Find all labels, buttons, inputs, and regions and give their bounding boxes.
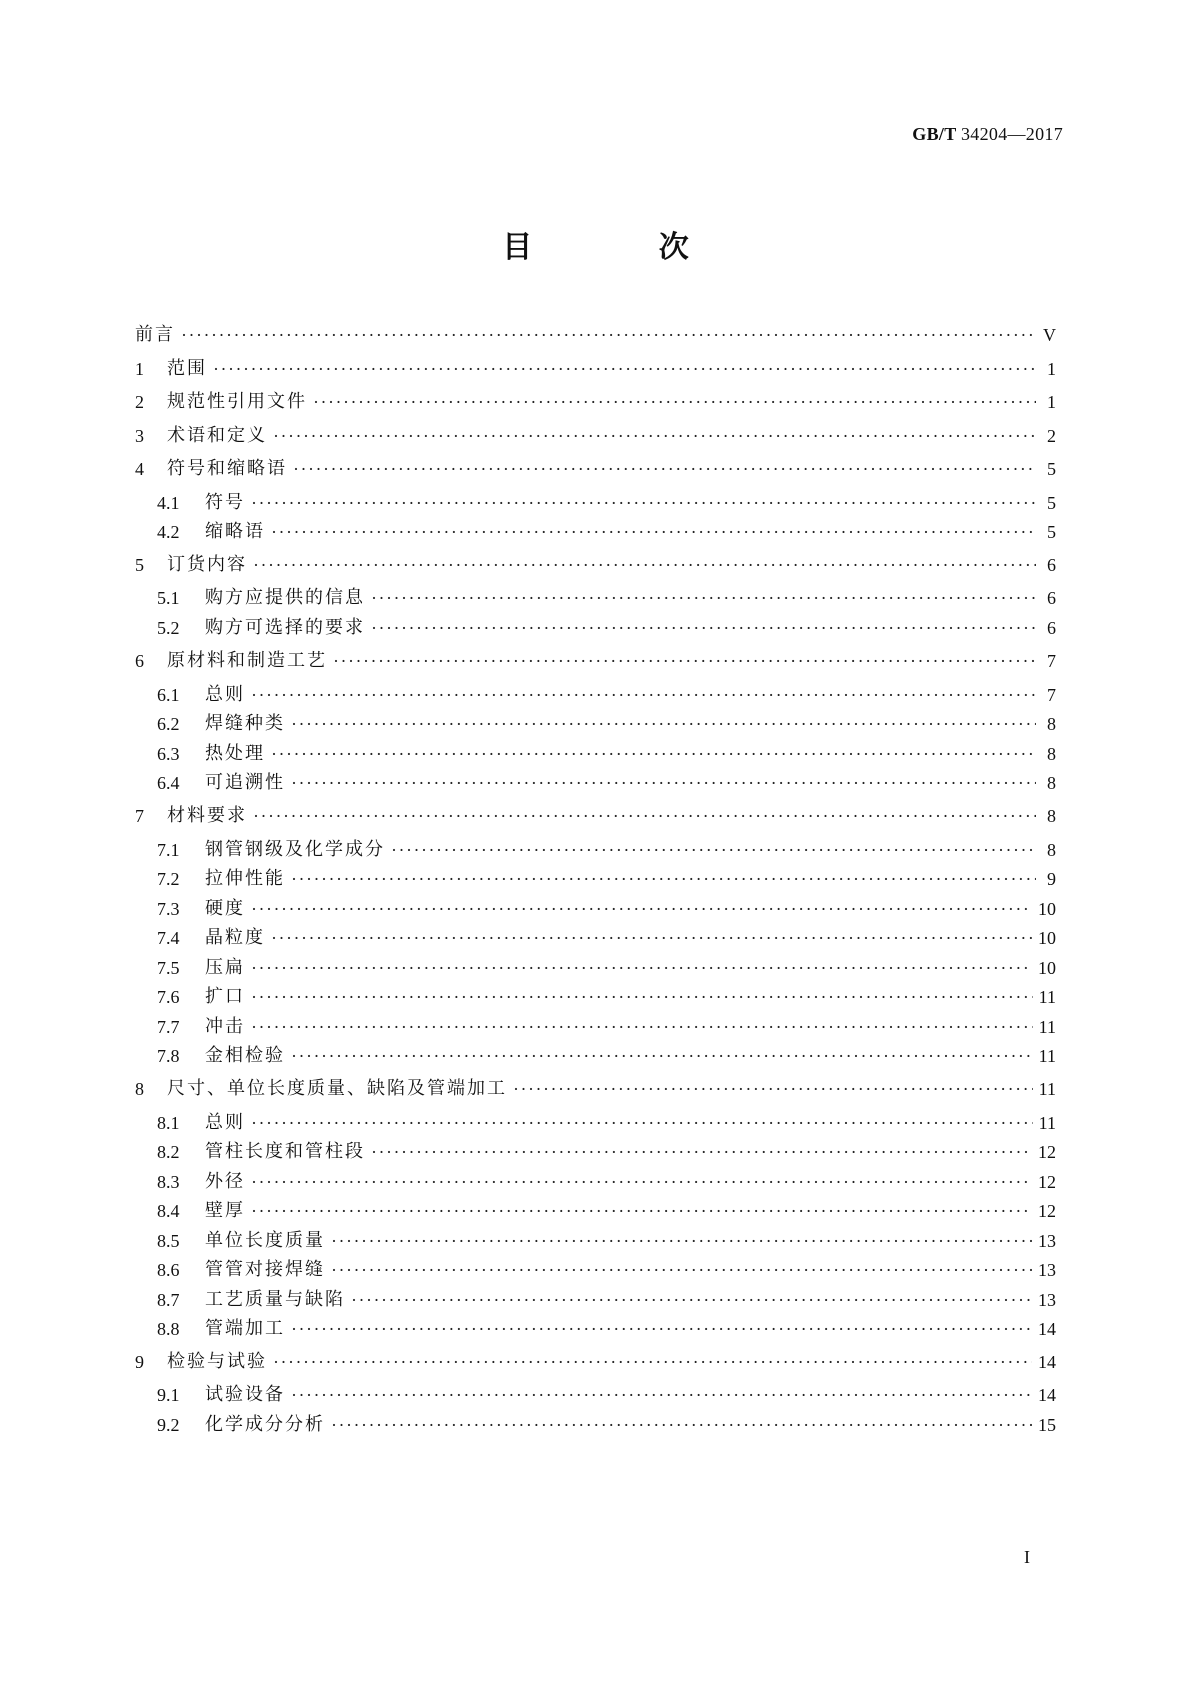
toc-entry-page: 8: [1047, 714, 1056, 734]
toc-entry-number: 7.2: [157, 869, 180, 889]
toc-entry-number: 8.8: [157, 1319, 180, 1339]
toc-entry-page: 1: [1047, 359, 1056, 379]
toc-leader-dots: [251, 488, 1036, 518]
toc-leader-dots: [371, 613, 1036, 643]
standard-code: [912, 124, 1063, 145]
toc-entry[interactable]: [157, 894, 1056, 924]
toc-entry-title: 钢管钢级及化学成分: [205, 839, 385, 860]
toc-leader-dots: [331, 1410, 1032, 1440]
toc-entry[interactable]: [157, 1410, 1056, 1440]
toc-leader-dots: [251, 1108, 1033, 1138]
toc-entry-page: 6: [1047, 588, 1056, 608]
toc-entry-number: 7.4: [157, 928, 180, 948]
toc-entry[interactable]: [135, 646, 1056, 676]
toc-entry[interactable]: [157, 1196, 1056, 1226]
toc-leader-dots: [273, 1347, 1032, 1377]
toc-entry-number: 8.1: [157, 1113, 180, 1133]
toc-entry-number: 7.8: [157, 1046, 180, 1066]
toc-entry-title: 管端加工: [205, 1318, 285, 1339]
toc-leader-dots: [291, 1041, 1033, 1071]
page-number: I: [1024, 1547, 1030, 1567]
toc-entry-title: 晶粒度: [205, 927, 265, 948]
toc-entry-number: 6: [135, 651, 144, 671]
toc-entry[interactable]: [135, 550, 1056, 580]
toc-entry-page: 13: [1038, 1290, 1056, 1310]
toc-entry-number: 9: [135, 1352, 144, 1372]
toc-entry-page: 11: [1038, 1017, 1056, 1037]
toc-entry-title: 化学成分分析: [205, 1414, 325, 1435]
toc-entry-title: 订货内容: [167, 554, 247, 575]
toc-entry[interactable]: [135, 801, 1056, 831]
toc-entry-page: 11: [1038, 987, 1056, 1007]
toc-entry-page: 14: [1038, 1385, 1056, 1405]
toc-entry-page: 12: [1038, 1172, 1056, 1192]
toc-leader-dots: [351, 1285, 1032, 1315]
toc-entry-number: 3: [135, 426, 144, 446]
toc-entry[interactable]: [157, 768, 1056, 798]
toc-entry-number: 4.2: [157, 522, 180, 542]
toc-entry-number: 8.3: [157, 1172, 180, 1192]
toc-entry-title: 压扁: [205, 957, 245, 978]
toc-entry-number: 6.1: [157, 685, 180, 705]
toc-entry-title: 管管对接焊缝: [205, 1259, 325, 1280]
toc-entry-title: 原材料和制造工艺: [167, 650, 327, 671]
toc-entry-title: 符号: [205, 492, 245, 513]
toc-entry-title: 总则: [205, 684, 245, 705]
toc-entry-number: 8.5: [157, 1231, 180, 1251]
toc-entry[interactable]: [157, 517, 1056, 547]
toc-entry-page: 11: [1038, 1113, 1056, 1133]
toc-leader-dots: [273, 421, 1036, 451]
toc-entry-title: 热处理: [205, 743, 265, 764]
toc-entry-title: 工艺质量与缺陷: [205, 1289, 345, 1310]
toc-entry[interactable]: [135, 1347, 1056, 1377]
toc-leader-dots: [371, 583, 1036, 613]
toc-entry-page: 11: [1038, 1079, 1056, 1099]
toc-leader-dots: [371, 1137, 1032, 1167]
toc-entry[interactable]: [135, 1074, 1056, 1104]
toc-leader-dots: [291, 709, 1036, 739]
toc-entry-number: 6.4: [157, 773, 180, 793]
toc-entry-page: 12: [1038, 1201, 1056, 1221]
toc-entry-title: 总则: [205, 1112, 245, 1133]
toc-entry[interactable]: [157, 1012, 1056, 1042]
toc-leader-dots: [291, 768, 1036, 798]
toc-entry-page: 6: [1047, 618, 1056, 638]
toc-entry-title: 扩口: [205, 986, 245, 1007]
toc-entry[interactable]: [157, 982, 1056, 1012]
toc-entry-page: 15: [1038, 1415, 1056, 1435]
toc-leader-dots: [251, 1012, 1033, 1042]
toc-entry-number: 9.1: [157, 1385, 180, 1405]
toc-entry[interactable]: [157, 1314, 1056, 1344]
toc-entry[interactable]: [157, 1137, 1056, 1167]
toc-leader-dots: [253, 801, 1036, 831]
toc-entry[interactable]: [157, 1380, 1056, 1410]
toc-entry-number: 7.6: [157, 987, 180, 1007]
toc-leader-dots: [251, 982, 1033, 1012]
toc-entry-number: 6.2: [157, 714, 180, 734]
toc-entry-page: 1: [1047, 392, 1056, 412]
toc-entry-title: 硬度: [205, 898, 245, 919]
toc-entry-title: 可追溯性: [205, 772, 285, 793]
toc-entry-number: 6.3: [157, 744, 180, 764]
toc-entry[interactable]: [157, 1108, 1056, 1138]
toc-entry[interactable]: [135, 454, 1056, 484]
toc-leader-dots: [271, 923, 1032, 953]
toc-entry-title: 前言: [135, 324, 175, 345]
toc-entry[interactable]: [157, 1167, 1056, 1197]
toc-leader-dots: [253, 550, 1036, 580]
toc-entry-page: 14: [1038, 1319, 1056, 1339]
toc-entry[interactable]: [157, 923, 1056, 953]
toc-entry-page: 6: [1047, 555, 1056, 575]
toc-leader-dots: [293, 454, 1036, 484]
toc-entry-number: 5.2: [157, 618, 180, 638]
toc-entry-title: 材料要求: [167, 805, 247, 826]
toc-entry-page: 9: [1047, 869, 1056, 889]
toc-entry[interactable]: [157, 864, 1056, 894]
toc-entry-page: 5: [1047, 522, 1056, 542]
toc-entry-page: 12: [1038, 1142, 1056, 1162]
toc-entry-page: 7: [1047, 651, 1056, 671]
toc-entry-title: 焊缝种类: [205, 713, 285, 734]
toc-entry[interactable]: [157, 953, 1056, 983]
toc-entry-title: 管柱长度和管柱段: [205, 1141, 365, 1162]
toc-leader-dots: [251, 680, 1036, 710]
toc-entry-page: 13: [1038, 1260, 1056, 1280]
toc-entry-title: 外径: [205, 1171, 245, 1192]
toc-entry-title: 规范性引用文件: [167, 391, 307, 412]
toc-entry-number: 7: [135, 806, 144, 826]
toc-entry-page: 2: [1047, 426, 1056, 446]
toc-leader-dots: [181, 320, 1036, 350]
toc-entry-number: 8.2: [157, 1142, 180, 1162]
toc-entry[interactable]: [157, 680, 1056, 710]
toc-entry-page: 13: [1038, 1231, 1056, 1251]
toc-entry-page: V: [1043, 325, 1056, 345]
toc-entry-number: 8.4: [157, 1201, 180, 1221]
toc-leader-dots: [331, 1226, 1032, 1256]
toc-entry-title: 检验与试验: [167, 1351, 267, 1372]
toc-entry-number: 1: [135, 359, 144, 379]
toc-entry-page: 8: [1047, 744, 1056, 764]
toc-entry-title: 术语和定义: [167, 425, 267, 446]
toc-leader-dots: [251, 1167, 1032, 1197]
toc-entry-title: 冲击: [205, 1016, 245, 1037]
toc-entry[interactable]: [135, 421, 1056, 451]
standard-prefix: GB/T: [912, 124, 957, 144]
toc-leader-dots: [333, 646, 1036, 676]
toc-entry-title: 范围: [167, 358, 207, 379]
toc-entry-number: 2: [135, 392, 144, 412]
toc-leader-dots: [213, 354, 1036, 384]
toc-leader-dots: [251, 953, 1032, 983]
toc-entry-title: 符号和缩略语: [167, 458, 287, 479]
toc-entry-page: 11: [1038, 1046, 1056, 1066]
toc-entry-number: 8.6: [157, 1260, 180, 1280]
toc-entry[interactable]: [157, 739, 1056, 769]
toc-entry-number: 7.7: [157, 1017, 180, 1037]
toc-entry-title: 缩略语: [205, 521, 265, 542]
toc-leader-dots: [251, 894, 1032, 924]
toc-entry[interactable]: [157, 1226, 1056, 1256]
standard-number: 34204—2017: [961, 124, 1063, 144]
toc-entry-page: 5: [1047, 459, 1056, 479]
toc-entry-number: 8: [135, 1079, 144, 1099]
toc-entry-number: 9.2: [157, 1415, 180, 1435]
toc-entry-number: 7.1: [157, 840, 180, 860]
toc-entry-page: 10: [1038, 928, 1056, 948]
toc-leader-dots: [391, 835, 1036, 865]
toc-entry-title: 购方应提供的信息: [205, 587, 365, 608]
toc-entry-page: 10: [1038, 958, 1056, 978]
toc-leader-dots: [331, 1255, 1032, 1285]
toc-entry-page: 5: [1047, 493, 1056, 513]
toc-entry-title: 壁厚: [205, 1200, 245, 1221]
toc-entry-title: 购方可选择的要求: [205, 617, 365, 638]
toc-entry[interactable]: [157, 1285, 1056, 1315]
toc-leader-dots: [271, 517, 1036, 547]
toc-entry[interactable]: [157, 1255, 1056, 1285]
toc-entry[interactable]: [157, 1041, 1056, 1071]
toc-entry-page: 8: [1047, 806, 1056, 826]
toc-entry[interactable]: [135, 387, 1056, 417]
toc-entry[interactable]: [157, 583, 1056, 613]
toc-entry-page: 8: [1047, 773, 1056, 793]
toc-leader-dots: [313, 387, 1036, 417]
toc-entry-number: 5.1: [157, 588, 180, 608]
toc-entry-title: 拉伸性能: [205, 868, 285, 889]
toc-leader-dots: [291, 864, 1036, 894]
toc-entry-page: 8: [1047, 840, 1056, 860]
toc-entry-page: 10: [1038, 899, 1056, 919]
toc-entry-number: 5: [135, 555, 144, 575]
toc-leader-dots: [271, 739, 1036, 769]
toc-entry-number: 7.5: [157, 958, 180, 978]
toc-entry-number: 8.7: [157, 1290, 180, 1310]
toc-entry-title: 尺寸、单位长度质量、缺陷及管端加工: [167, 1078, 507, 1099]
toc-entry[interactable]: [157, 488, 1056, 518]
toc-leader-dots: [291, 1380, 1032, 1410]
toc-leader-dots: [291, 1314, 1032, 1344]
toc-entry-page: 7: [1047, 685, 1056, 705]
toc-entry[interactable]: [135, 320, 1056, 350]
toc-entry[interactable]: [157, 709, 1056, 739]
toc-entry-title: 单位长度质量: [205, 1230, 325, 1251]
toc-entry-page: 14: [1038, 1352, 1056, 1372]
toc-entry[interactable]: [157, 613, 1056, 643]
toc-entry-number: 4: [135, 459, 144, 479]
toc-leader-dots: [513, 1074, 1033, 1104]
toc-entry[interactable]: [135, 354, 1056, 384]
toc-entry[interactable]: [157, 835, 1056, 865]
toc-entry-number: 7.3: [157, 899, 180, 919]
toc-entry-number: 4.1: [157, 493, 180, 513]
page-title: 目 次: [502, 230, 747, 265]
toc-leader-dots: [251, 1196, 1032, 1226]
toc-entry-title: 试验设备: [205, 1384, 285, 1405]
toc-entry-title: 金相检验: [205, 1045, 285, 1066]
